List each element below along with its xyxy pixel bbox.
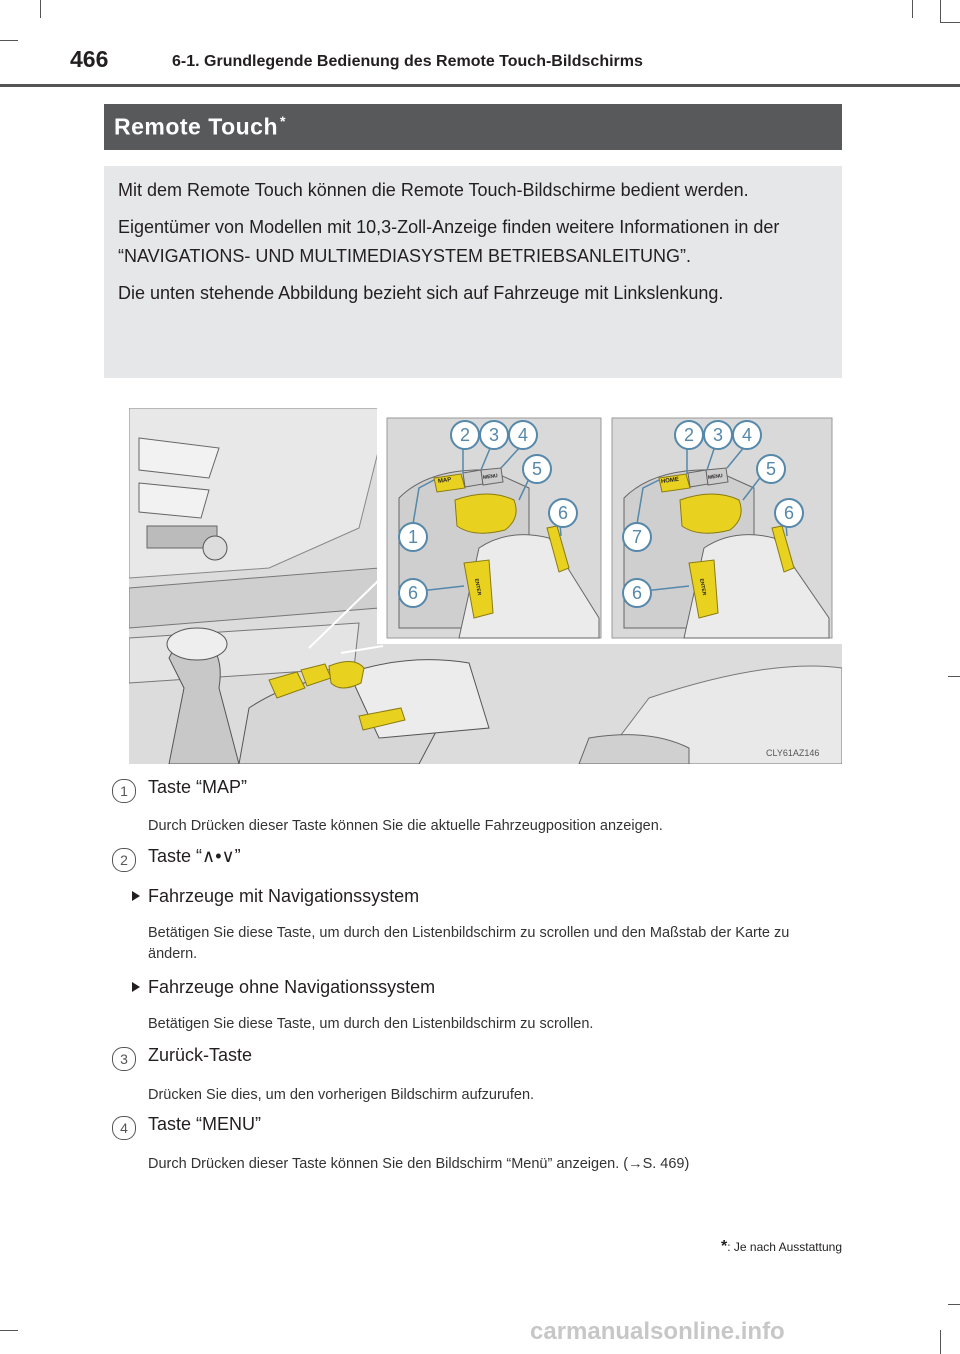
callout-badge: 3 — [703, 420, 733, 450]
item-description: Betätigen Sie diese Taste, um durch den Listenbildschirm zu scrollen und den Maßstab der Karte zu ändern. — [148, 925, 790, 962]
item-number-badge: 3 — [112, 1047, 136, 1071]
callout-badge: 6 — [622, 578, 652, 608]
callout-badge: 2 — [674, 420, 704, 450]
crop-mark — [940, 1330, 941, 1354]
sub-heading-text: Fahrzeuge mit Navigationssystem — [148, 886, 420, 906]
page-number: 466 — [70, 46, 109, 72]
callout-badge: 6 — [548, 498, 578, 528]
item-title: Taste “MAP” — [148, 777, 248, 797]
item-description: Betätigen Sie diese Taste, um durch den Listenbildschirm zu scrollen. — [148, 1016, 594, 1032]
map-button-label: MAP — [437, 477, 452, 485]
intro-box — [104, 166, 842, 378]
section-title — [114, 113, 286, 141]
item-description: Durch Drücken dieser Taste können Sie den Bildschirm “Menü” anzeigen. (→S. 469) — [148, 1156, 690, 1172]
callout-badge: 7 — [622, 522, 652, 552]
callout-badge: 1 — [398, 522, 428, 552]
sub-heading-text: Fahrzeuge ohne Navigationssystem — [148, 977, 436, 997]
footnote-text: : Je nach Ausstattung — [727, 1240, 842, 1254]
item-description: Durch Drücken dieser Taste können Sie die aktuelle Fahrzeugposition anzeigen. — [148, 818, 663, 834]
crop-mark — [940, 22, 960, 23]
item-description: Drücken Sie dies, um den vorherigen Bildschirm aufzurufen. — [148, 1087, 535, 1103]
item-title: Taste “MENU” — [148, 1114, 262, 1134]
item-title: Taste “∧•∨” — [148, 846, 241, 866]
footnote — [712, 1238, 842, 1256]
callout-badge: 5 — [756, 454, 786, 484]
item-number-badge: 1 — [112, 779, 136, 803]
triangle-bullet-icon — [132, 982, 140, 992]
intro-paragraph: Eigentümer von Modellen mit 10,3-Zoll-Anzeige finden weitere Informationen in der “NAVIGATIONS- UND MULTIMEDIASYSTEM BETRIEBSANLEITUNG”. — [118, 217, 780, 266]
console-drawing — [129, 408, 842, 764]
watermark: carmanualsonline.info — [530, 1318, 785, 1345]
callout-badge: 3 — [479, 420, 509, 450]
sub-heading — [132, 977, 435, 998]
callout-badge: 6 — [774, 498, 804, 528]
asterisk-icon: * — [280, 113, 286, 129]
enter-button-label: ENTER — [473, 578, 482, 596]
chapter-title: 6-1. Grundlegende Bedienung des Remote Touch-Bildschirms — [172, 53, 643, 70]
home-button-label: HOME — [660, 476, 680, 486]
crop-mark — [40, 0, 41, 18]
callout-badge: 5 — [522, 454, 552, 484]
callout-badge: 6 — [398, 578, 428, 608]
asterisk-icon: * — [721, 1238, 728, 1255]
crop-mark — [948, 676, 960, 677]
crop-mark — [948, 1304, 960, 1305]
section-title-text: Remote Touch — [114, 113, 279, 140]
enter-button-label: ENTER — [698, 578, 707, 596]
intro-text — [118, 176, 830, 308]
callout-badge: 4 — [732, 420, 762, 450]
menu-button-label: MENU — [707, 473, 724, 481]
item-title: Zurück-Taste — [148, 1045, 253, 1065]
figure-code: CLY61AZ146 — [766, 748, 820, 758]
callout-badge: 4 — [508, 420, 538, 450]
crop-mark — [0, 1330, 18, 1331]
intro-paragraph: Die unten stehende Abbildung bezieht sich auf Fahrzeuge mit Linkslenkung. — [118, 283, 724, 303]
item-number-badge: 4 — [112, 1116, 136, 1140]
triangle-bullet-icon — [132, 891, 140, 901]
crop-mark — [940, 0, 941, 22]
intro-paragraph: Mit dem Remote Touch können die Remote Touch-Bildschirme bedient werden. — [118, 180, 749, 200]
callout-badge: 2 — [450, 420, 480, 450]
section-title-bar — [104, 104, 842, 150]
sub-heading — [132, 886, 419, 907]
menu-button-label: MENU — [482, 473, 499, 481]
crop-mark — [0, 40, 18, 41]
remote-touch-illustration — [129, 408, 842, 764]
header-rule — [0, 84, 960, 87]
crop-mark — [912, 0, 913, 18]
item-number-badge: 2 — [112, 848, 136, 872]
